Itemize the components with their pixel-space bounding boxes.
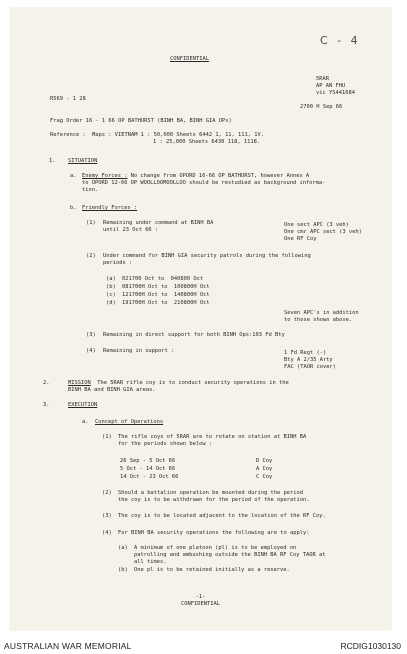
- period-text: 191700H Oct to 210800H Oct: [122, 300, 210, 306]
- item-number: (4): [102, 530, 112, 536]
- sub-item-text: A minimum of one platoon (pl) is to be employed on: [134, 545, 297, 551]
- item-right-text: One RF Coy: [284, 236, 317, 242]
- item-text: Under command for BINH GIA security patrols during the following: [103, 253, 311, 259]
- paragraph-text: to OPORD 12-66 OP WOOLLOOMOOLLOO should be restudied as background informa-: [82, 180, 326, 186]
- period-label: (b): [106, 284, 116, 290]
- paragraph-heading: Friendly Forces :: [82, 205, 138, 211]
- rotation-period: 14 Oct - 23 Oct 66: [120, 474, 179, 480]
- item-text: until 23 Oct 66 :: [103, 227, 159, 233]
- sub-item-text: One pl is to be retained initially as a reserve.: [134, 567, 290, 573]
- item-right-text: One cmr APC sect (3 veh): [284, 229, 362, 235]
- archive-institution: AUSTRALIAN WAR MEMORIAL: [4, 641, 132, 651]
- item-text: periods :: [103, 260, 133, 266]
- address-line-2: vic YS441684: [316, 90, 355, 96]
- item-number: (1): [86, 220, 96, 226]
- section-heading: SITUATION: [68, 158, 98, 164]
- paragraph-label: a.: [70, 173, 77, 179]
- item-number: (4): [86, 348, 96, 354]
- mission-text: BINH BA and BINH GIA areas.: [68, 387, 156, 393]
- period-text: 081700H Oct to 100800H Oct: [122, 284, 210, 290]
- sub-item-text: all times.: [134, 559, 167, 565]
- period-label: (d): [106, 300, 116, 306]
- paragraph-label: a.: [82, 419, 89, 425]
- item-text: For BINH BA security operations the following are to apply:: [118, 530, 310, 536]
- item-text: Remaining in support :: [103, 348, 175, 354]
- file-number: R569 - 1 28: [50, 96, 86, 102]
- section-heading: EXECUTION: [68, 402, 98, 408]
- item-number: (3): [86, 332, 96, 338]
- section-number: 2.: [43, 380, 50, 386]
- item-number: (3): [102, 513, 112, 519]
- period-label: (c): [106, 292, 116, 298]
- reference-line-2: 1 : 25,000 Sheets 6430 118, 1118.: [153, 139, 261, 145]
- item-text: The coy is to be located adjacent to the location of the RF Coy.: [118, 513, 326, 519]
- period-text: 121700H Oct to 140800H Oct: [122, 292, 210, 298]
- rotation-coy: A Coy: [256, 466, 273, 472]
- item-text: Remaining under command at BINH BA: [103, 220, 214, 226]
- item-right-text: to those shown above.: [284, 317, 353, 323]
- period-label: (a): [106, 276, 116, 282]
- sub-item-label: (b): [118, 567, 128, 573]
- classification-bottom: CONFIDENTIAL: [181, 601, 220, 607]
- item-text: Remaining in direct support for both BINH Ops:103 Fd Bty: [103, 332, 285, 338]
- handwritten-reference: C - 4: [320, 34, 361, 47]
- item-text: the coy is to be withdrawn for the period of the operation.: [118, 497, 310, 503]
- date-time-group: 2700 H Sep 66: [300, 104, 343, 110]
- item-right-text: One sect APC (3 veh): [284, 222, 349, 228]
- section-number: 1.: [49, 158, 56, 164]
- page-number: -1-: [195, 594, 206, 600]
- item-number: (2): [86, 253, 96, 259]
- section-number: 3.: [43, 402, 50, 408]
- rotation-period: 26 Sep - 5 Oct 66: [120, 458, 176, 464]
- paragraph-label: b.: [70, 205, 77, 211]
- reference-line-1: Maps : VIETNAM 1 : 50,000 Sheets 6442 1, 11, 111, 1V.: [92, 132, 265, 138]
- paragraph-heading: Enemy Forces : No change from OPORD 16-66 OP BATHURST, however Annex A: [82, 173, 310, 179]
- sub-item-label: (a): [118, 545, 128, 551]
- mission-text: MISSION The 5RAR rifle coy is to conduct security operations in the: [68, 380, 289, 386]
- item-text: The rifle coys of 5RAR are to rotate on station at BINH BA: [118, 434, 307, 440]
- paragraph-text: tion.: [82, 187, 99, 193]
- item-number: (1): [102, 434, 112, 440]
- rotation-coy: C Coy: [256, 474, 273, 480]
- item-number: (2): [102, 490, 112, 496]
- rotation-coy: D Coy: [256, 458, 273, 464]
- sub-item-text: patrolling and ambushing outside the BINH BA RF Coy TAOR at: [134, 552, 326, 558]
- archive-record-id: RCDIG1030130: [340, 641, 401, 651]
- frag-order-title: Frag Order 16 - 1 66 OP BATHURST (BINH BA, BINH GIA OPs): [50, 118, 232, 124]
- item-right-text: FAC (TAOR cover): [284, 364, 336, 370]
- period-text: 021700 Oct to 040800 Oct: [122, 276, 204, 282]
- reference-label: Reference :: [50, 132, 86, 138]
- archive-footer: [0, 636, 407, 654]
- paragraph-heading: Concept of Operations: [95, 419, 164, 425]
- item-right-text: Bty A 2/35 Arty: [284, 357, 333, 363]
- item-right-text: 1 Fd Regt (-): [284, 350, 327, 356]
- document-page: [10, 8, 391, 630]
- unit-designation: 5RAR: [316, 76, 329, 82]
- item-text: for the periods shown below :: [118, 441, 213, 447]
- rotation-period: 5 Oct - 14 Oct 66: [120, 466, 176, 472]
- classification-top: CONFIDENTIAL: [170, 56, 209, 62]
- item-right-text: Seven APC's in addition: [284, 310, 359, 316]
- item-text: Should a battalion operation be mounted during the period: [118, 490, 303, 496]
- address-line-1: AP AN FHU: [316, 83, 346, 89]
